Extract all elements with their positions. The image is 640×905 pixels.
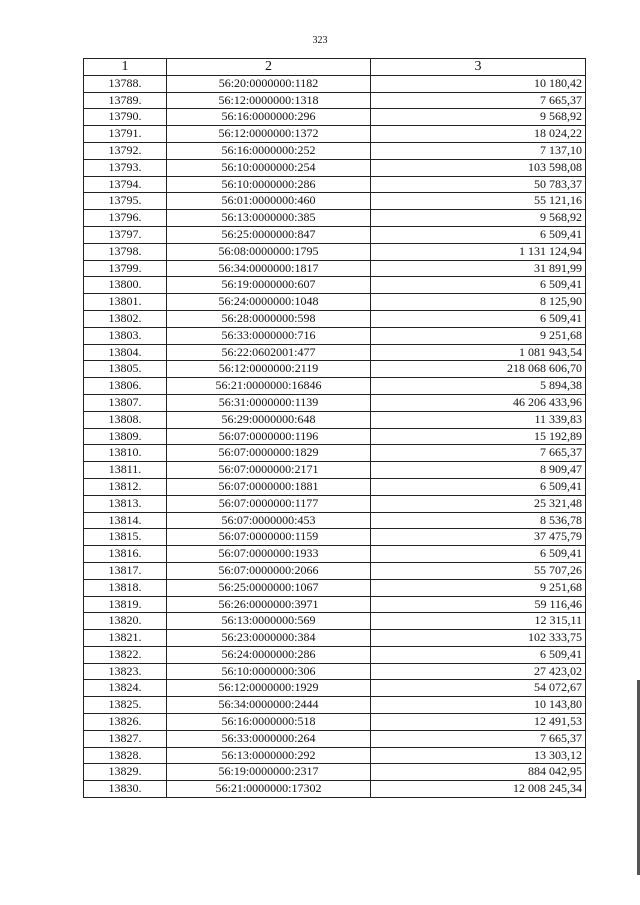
cadastral-number-cell: 56:33:0000000:716: [167, 327, 371, 344]
value-cell: 50 783,37: [371, 176, 586, 193]
cadastral-number-cell: 56:19:0000000:2317: [167, 764, 371, 781]
row-number-cell: 13788.: [84, 75, 167, 92]
cadastral-number-cell: 56:12:0000000:2119: [167, 361, 371, 378]
value-cell: 1 131 124,94: [371, 243, 586, 260]
value-cell: 13 303,12: [371, 747, 586, 764]
value-cell: 6 509,41: [371, 277, 586, 294]
value-cell: 7 665,37: [371, 730, 586, 747]
value-cell: 18 024,22: [371, 126, 586, 143]
table-row: [84, 243, 586, 260]
row-number-cell: 13801.: [84, 294, 167, 311]
value-cell: 1 081 943,54: [371, 344, 586, 361]
row-number-cell: 13825.: [84, 697, 167, 714]
header-row: [84, 59, 586, 76]
cadastral-number-cell: 56:21:0000000:17302: [167, 781, 371, 798]
value-cell: 103 598,08: [371, 159, 586, 176]
value-cell: 10 180,42: [371, 75, 586, 92]
table-row: [84, 562, 586, 579]
cadastral-number-cell: 56:24:0000000:286: [167, 646, 371, 663]
row-number-cell: 13812.: [84, 478, 167, 495]
table-row: [84, 260, 586, 277]
row-number-cell: 13798.: [84, 243, 167, 260]
cadastral-number-cell: 56:20:0000000:1182: [167, 75, 371, 92]
value-cell: 7 137,10: [371, 142, 586, 159]
cadastral-number-cell: 56:10:0000000:306: [167, 663, 371, 680]
page-number: 323: [312, 35, 328, 46]
cadastral-number-cell: 56:21:0000000:16846: [167, 378, 371, 395]
value-cell: 8 125,90: [371, 294, 586, 311]
table-row: [84, 579, 586, 596]
cadastral-number-cell: 56:07:0000000:2171: [167, 462, 371, 479]
row-number-cell: 13830.: [84, 781, 167, 798]
cadastral-number-cell: 56:33:0000000:264: [167, 730, 371, 747]
cadastral-number-cell: 56:12:0000000:1318: [167, 92, 371, 109]
table-row: [84, 92, 586, 109]
value-cell: 218 068 606,70: [371, 361, 586, 378]
row-number-cell: 13790.: [84, 109, 167, 126]
cadastral-number-cell: 56:29:0000000:648: [167, 411, 371, 428]
value-cell: 9 251,68: [371, 579, 586, 596]
table-row: [84, 142, 586, 159]
cadastral-number-cell: 56:12:0000000:1929: [167, 680, 371, 697]
registry-table: [83, 58, 586, 798]
table-row: [84, 730, 586, 747]
cadastral-number-cell: 56:08:0000000:1795: [167, 243, 371, 260]
table-row: [84, 411, 586, 428]
cadastral-number-cell: 56:19:0000000:607: [167, 277, 371, 294]
table-row: [84, 512, 586, 529]
row-number-cell: 13822.: [84, 646, 167, 663]
table-row: [84, 378, 586, 395]
row-number-cell: 13806.: [84, 378, 167, 395]
row-number-cell: 13797.: [84, 226, 167, 243]
cadastral-number-cell: 56:07:0000000:1159: [167, 529, 371, 546]
row-number-cell: 13811.: [84, 462, 167, 479]
row-number-cell: 13810.: [84, 445, 167, 462]
cadastral-number-cell: 56:07:0000000:1177: [167, 495, 371, 512]
row-number-cell: 13816.: [84, 546, 167, 563]
row-number-cell: 13796.: [84, 210, 167, 227]
value-cell: 11 339,83: [371, 411, 586, 428]
table-row: [84, 327, 586, 344]
row-number-cell: 13809.: [84, 428, 167, 445]
value-cell: 7 665,37: [371, 445, 586, 462]
row-number-cell: 13814.: [84, 512, 167, 529]
table-row: [84, 226, 586, 243]
table-row: [84, 781, 586, 798]
value-cell: 37 475,79: [371, 529, 586, 546]
cadastral-number-cell: 56:07:0000000:2066: [167, 562, 371, 579]
table-row: [84, 159, 586, 176]
value-cell: 55 707,26: [371, 562, 586, 579]
table-row: [84, 462, 586, 479]
row-number-cell: 13818.: [84, 579, 167, 596]
cadastral-number-cell: 56:12:0000000:1372: [167, 126, 371, 143]
value-cell: 9 251,68: [371, 327, 586, 344]
table-row: [84, 680, 586, 697]
value-cell: 6 509,41: [371, 546, 586, 563]
row-number-cell: 13828.: [84, 747, 167, 764]
cadastral-number-cell: 56:13:0000000:292: [167, 747, 371, 764]
value-cell: 5 894,38: [371, 378, 586, 395]
table-row: [84, 764, 586, 781]
cadastral-number-cell: 56:24:0000000:1048: [167, 294, 371, 311]
cadastral-number-cell: 56:10:0000000:286: [167, 176, 371, 193]
table-row: [84, 394, 586, 411]
cadastral-number-cell: 56:25:0000000:1067: [167, 579, 371, 596]
cadastral-number-cell: 56:07:0000000:1196: [167, 428, 371, 445]
table-row: [84, 294, 586, 311]
cadastral-number-cell: 56:23:0000000:384: [167, 630, 371, 647]
row-number-cell: 13799.: [84, 260, 167, 277]
row-number-cell: 13803.: [84, 327, 167, 344]
table-row: [84, 646, 586, 663]
cadastral-number-cell: 56:34:0000000:1817: [167, 260, 371, 277]
table-row: [84, 747, 586, 764]
row-number-cell: 13823.: [84, 663, 167, 680]
value-cell: 25 321,48: [371, 495, 586, 512]
value-cell: 12 315,11: [371, 613, 586, 630]
row-number-cell: 13793.: [84, 159, 167, 176]
table-row: [84, 361, 586, 378]
cadastral-number-cell: 56:13:0000000:385: [167, 210, 371, 227]
value-cell: 6 509,41: [371, 310, 586, 327]
table-row: [84, 613, 586, 630]
row-number-cell: 13794.: [84, 176, 167, 193]
value-cell: 6 509,41: [371, 646, 586, 663]
row-number-cell: 13789.: [84, 92, 167, 109]
cadastral-number-cell: 56:26:0000000:3971: [167, 596, 371, 613]
value-cell: 46 206 433,96: [371, 394, 586, 411]
table-row: [84, 310, 586, 327]
value-cell: 8 536,78: [371, 512, 586, 529]
value-cell: 27 423,02: [371, 663, 586, 680]
row-number-cell: 13819.: [84, 596, 167, 613]
table-row: [84, 495, 586, 512]
cadastral-number-cell: 56:16:0000000:252: [167, 142, 371, 159]
table-row: [84, 193, 586, 210]
row-number-cell: 13815.: [84, 529, 167, 546]
table-row: [84, 210, 586, 227]
table-row: [84, 697, 586, 714]
value-cell: 54 072,67: [371, 680, 586, 697]
row-number-cell: 13820.: [84, 613, 167, 630]
cadastral-number-cell: 56:16:0000000:296: [167, 109, 371, 126]
row-number-cell: 13826.: [84, 714, 167, 731]
value-cell: 6 509,41: [371, 226, 586, 243]
value-cell: 12 008 245,34: [371, 781, 586, 798]
table-body: [84, 75, 586, 797]
row-number-cell: 13824.: [84, 680, 167, 697]
value-cell: 55 121,16: [371, 193, 586, 210]
value-cell: 9 568,92: [371, 210, 586, 227]
column-header-2: 2: [167, 59, 371, 76]
value-cell: 8 909,47: [371, 462, 586, 479]
value-cell: 6 509,41: [371, 478, 586, 495]
cadastral-number-cell: 56:16:0000000:518: [167, 714, 371, 731]
row-number-cell: 13817.: [84, 562, 167, 579]
table-row: [84, 630, 586, 647]
cadastral-number-cell: 56:10:0000000:254: [167, 159, 371, 176]
table-row: [84, 529, 586, 546]
table-row: [84, 714, 586, 731]
table-row: [84, 176, 586, 193]
row-number-cell: 13827.: [84, 730, 167, 747]
cadastral-number-cell: 56:13:0000000:569: [167, 613, 371, 630]
value-cell: 884 042,95: [371, 764, 586, 781]
row-number-cell: 13808.: [84, 411, 167, 428]
cadastral-number-cell: 56:25:0000000:847: [167, 226, 371, 243]
table-row: [84, 277, 586, 294]
cadastral-number-cell: 56:07:0000000:1933: [167, 546, 371, 563]
table-row: [84, 428, 586, 445]
row-number-cell: 13813.: [84, 495, 167, 512]
row-number-cell: 13821.: [84, 630, 167, 647]
value-cell: 9 568,92: [371, 109, 586, 126]
value-cell: 31 891,99: [371, 260, 586, 277]
row-number-cell: 13802.: [84, 310, 167, 327]
table-row: [84, 109, 586, 126]
cadastral-number-cell: 56:07:0000000:1829: [167, 445, 371, 462]
row-number-cell: 13792.: [84, 142, 167, 159]
table-row: [84, 663, 586, 680]
row-number-cell: 13800.: [84, 277, 167, 294]
cadastral-number-cell: 56:07:0000000:453: [167, 512, 371, 529]
row-number-cell: 13829.: [84, 764, 167, 781]
value-cell: 15 192,89: [371, 428, 586, 445]
table-row: [84, 478, 586, 495]
cadastral-number-cell: 56:28:0000000:598: [167, 310, 371, 327]
value-cell: 102 333,75: [371, 630, 586, 647]
row-number-cell: 13804.: [84, 344, 167, 361]
cadastral-number-cell: 56:31:0000000:1139: [167, 394, 371, 411]
value-cell: 12 491,53: [371, 714, 586, 731]
table-row: [84, 596, 586, 613]
row-number-cell: 13795.: [84, 193, 167, 210]
value-cell: 59 116,46: [371, 596, 586, 613]
cadastral-number-cell: 56:22:0602001:477: [167, 344, 371, 361]
cadastral-number-cell: 56:34:0000000:2444: [167, 697, 371, 714]
table-row: [84, 344, 586, 361]
table-row: [84, 445, 586, 462]
cadastral-number-cell: 56:07:0000000:1881: [167, 478, 371, 495]
value-cell: 7 665,37: [371, 92, 586, 109]
table-row: [84, 126, 586, 143]
column-header-1: 1: [84, 59, 167, 76]
cadastral-number-cell: 56:01:0000000:460: [167, 193, 371, 210]
row-number-cell: 13805.: [84, 361, 167, 378]
value-cell: 10 143,80: [371, 697, 586, 714]
table-row: [84, 75, 586, 92]
table-row: [84, 546, 586, 563]
row-number-cell: 13807.: [84, 394, 167, 411]
column-header-3: 3: [371, 59, 586, 76]
row-number-cell: 13791.: [84, 126, 167, 143]
